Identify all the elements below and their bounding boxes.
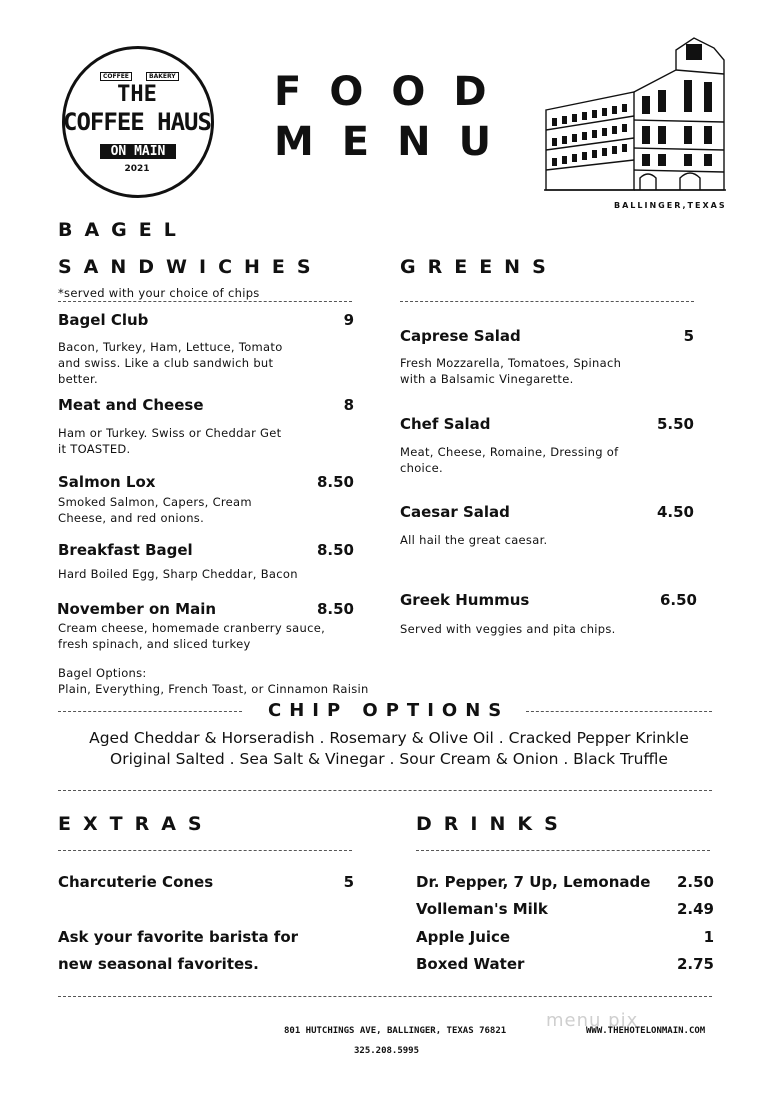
bagel-item-price: 8 bbox=[343, 396, 354, 414]
bagel-item-desc: Smoked Salmon, Capers, Cream Cheese, and red onions. bbox=[58, 495, 252, 525]
drinks-item-name: Apple Juice bbox=[416, 928, 511, 946]
bagel-item-name: Breakfast Bagel bbox=[58, 541, 193, 559]
bagel-item-price: 9 bbox=[343, 311, 354, 329]
bagel-item-desc: Ham or Turkey. Swiss or Cheddar Get it TOASTED. bbox=[58, 426, 282, 456]
bagel-heading-1: BAGEL bbox=[58, 219, 188, 241]
hotel-caption: BALLINGER,TEXAS bbox=[614, 201, 727, 210]
bagel-divider bbox=[58, 301, 352, 302]
drinks-item-price: 1 bbox=[703, 928, 714, 946]
section-divider bbox=[58, 790, 712, 791]
extras-heading: EXTRAS bbox=[58, 813, 214, 835]
extras-divider bbox=[58, 850, 352, 851]
chip-options-line1: Aged Cheddar & Horseradish . Rosemary & Olive Oil . Cracked Pepper Krinkle bbox=[89, 729, 689, 747]
greens-item-price: 5.50 bbox=[656, 415, 694, 433]
footer-website: WWW.THEHOTELONMAIN.COM bbox=[586, 1026, 706, 1036]
bagel-item-name: Meat and Cheese bbox=[58, 396, 204, 414]
footer-divider bbox=[58, 996, 712, 997]
greens-item-desc: Served with veggies and pita chips. bbox=[400, 622, 616, 636]
extras-item-name: Charcuterie Cones bbox=[58, 873, 214, 891]
chip-divider-left bbox=[58, 711, 242, 712]
bagel-item-price: 8.50 bbox=[316, 541, 354, 559]
greens-item-name: Chef Salad bbox=[400, 415, 491, 433]
footer-address: 801 HUTCHINGS AVE, BALLINGER, TEXAS 76821 bbox=[284, 1026, 507, 1036]
bagel-item-desc: Bacon, Turkey, Ham, Lettuce, Tomato and swiss. Like a club sandwich but better. bbox=[58, 340, 283, 386]
greens-item-name: Caprese Salad bbox=[400, 327, 521, 345]
chip-divider-right bbox=[526, 711, 712, 712]
extras-note-1: Ask your favorite barista for bbox=[58, 928, 299, 946]
chip-options-line2: Original Salted . Sea Salt & Vinegar . Sour Cream & Onion . Black Truffle bbox=[110, 750, 668, 768]
bagel-item-price: 8.50 bbox=[316, 600, 354, 618]
bagel-item-name: November on Main bbox=[57, 600, 217, 618]
bagel-item-price: 8.50 bbox=[316, 473, 354, 491]
greens-heading: GREENS bbox=[400, 256, 558, 278]
bagel-item-desc: Cream cheese, homemade cranberry sauce, fresh spinach, and sliced turkey bbox=[58, 621, 326, 651]
watermark: menu pix bbox=[546, 1010, 639, 1031]
bagel-item-name: Salmon Lox bbox=[58, 473, 156, 491]
greens-item-name: Caesar Salad bbox=[400, 503, 510, 521]
hotel-building-illustration bbox=[544, 30, 730, 200]
greens-item-price: 5 bbox=[683, 327, 694, 345]
footer-phone: 325.208.5995 bbox=[354, 1046, 420, 1056]
bagel-item-name: Bagel Club bbox=[58, 311, 149, 329]
logo-line2: COFFEE HAUS bbox=[63, 108, 211, 136]
drinks-item-name: Boxed Water bbox=[416, 955, 525, 973]
bagel-options-label: Bagel Options: bbox=[58, 666, 147, 680]
drinks-heading: DRINKS bbox=[416, 813, 570, 835]
logo-top-right: BAKERY bbox=[146, 72, 179, 81]
greens-divider bbox=[400, 301, 694, 302]
logo bbox=[62, 46, 214, 198]
logo-line3: ON MAIN bbox=[100, 144, 176, 159]
title-food: FOOD bbox=[274, 69, 515, 115]
drinks-item-price: 2.49 bbox=[676, 900, 714, 918]
logo-top-left: COFFEE bbox=[100, 72, 132, 81]
title-menu: MENU bbox=[274, 119, 520, 165]
drinks-divider bbox=[416, 850, 710, 851]
extras-note-2: new seasonal favorites. bbox=[58, 955, 259, 973]
greens-item-desc: Fresh Mozzarella, Tomatoes, Spinach with a Balsamic Vinegarette. bbox=[400, 356, 622, 386]
greens-item-price: 6.50 bbox=[659, 591, 697, 609]
bagel-item-desc: Hard Boiled Egg, Sharp Cheddar, Bacon bbox=[58, 567, 298, 581]
bagel-note: *served with your choice of chips bbox=[58, 286, 260, 300]
greens-item-name: Greek Hummus bbox=[400, 591, 530, 609]
bagel-options-text: Plain, Everything, French Toast, or Cinnamon Raisin bbox=[58, 682, 369, 696]
greens-item-desc: Meat, Cheese, Romaine, Dressing of choice. bbox=[400, 445, 619, 475]
drinks-item-name: Dr. Pepper, 7 Up, Lemonade bbox=[416, 873, 651, 891]
extras-item-price: 5 bbox=[343, 873, 354, 891]
drinks-item-price: 2.50 bbox=[676, 873, 714, 891]
greens-item-desc: All hail the great caesar. bbox=[400, 533, 548, 547]
greens-item-price: 4.50 bbox=[656, 503, 694, 521]
logo-year: 2021 bbox=[124, 164, 150, 174]
bagel-heading-2: SANDWICHES bbox=[58, 256, 323, 278]
chip-options-heading: CHIP OPTIONS bbox=[268, 700, 510, 721]
drinks-item-name: Volleman's Milk bbox=[416, 900, 548, 918]
logo-line1: THE bbox=[117, 82, 157, 107]
drinks-item-price: 2.75 bbox=[676, 955, 714, 973]
